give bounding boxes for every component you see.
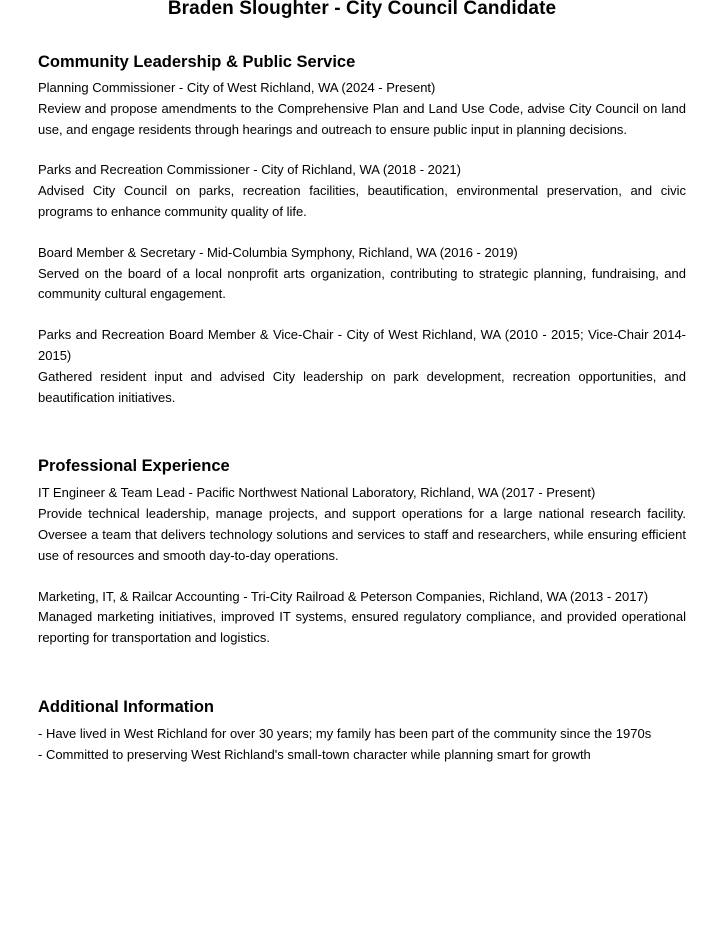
section-heading: Professional Experience	[38, 457, 230, 476]
entry-description: Gathered resident input and advised City leadership on park development, recreation opportunities, and beautification initiatives.	[38, 368, 686, 405]
entry-description: Review and propose amendments to the Comprehensive Plan and Land Use Code, advise City Council on land use, and engage residents through hearings and outreach to ensure public input in planning decisions.	[38, 100, 686, 137]
additional-information-section	[38, 696, 686, 766]
entry-title: Parks and Recreation Board Member & Vice-Chair - City of West Richland, WA (2010 - 2015; Vice-Chair 2014-2015)	[38, 327, 686, 363]
community-leadership-section	[38, 51, 686, 408]
community-entry	[38, 78, 686, 140]
entry-description: Served on the board of a local nonprofit arts organization, contributing to strategic planning, fundraising, and community cultural engagement.	[38, 265, 686, 302]
section-heading: Additional Information	[38, 697, 214, 716]
entry-description: Provide technical leadership, manage projects, and support operations for a large national research facility. Oversee a team that delivers technology solutions and services to staff and researchers, while ensuring efficient use of resources and smooth day-to-day operations.	[38, 506, 686, 563]
community-entry	[38, 243, 686, 305]
professional-entry	[38, 483, 686, 566]
professional-experience-section	[38, 455, 686, 649]
entry-title: Board Member & Secretary - Mid-Columbia Symphony, Richland, WA (2016 - 2019)	[38, 244, 518, 260]
document-title: Braden Sloughter - City Council Candidate	[167, 0, 557, 19]
entry-description: Advised City Council on parks, recreation facilities, beautification, environmental preservation, and civic programs to enhance community quality of life.	[38, 183, 686, 219]
entry-title: IT Engineer & Team Lead - Pacific Northwest National Laboratory, Richland, WA (2017 - Present)	[38, 485, 596, 501]
professional-entry	[38, 587, 686, 649]
entry-title: Parks and Recreation Commissioner - City of Richland, WA (2018 - 2021)	[38, 162, 461, 178]
entry-title: Marketing, IT, & Railcar Accounting - Tri-City Railroad & Peterson Companies, Richland, WA (2013 - 2017)	[38, 588, 649, 604]
entry-title: Planning Commissioner - City of West Richland, WA (2024 - Present)	[38, 80, 436, 95]
community-entry	[38, 160, 686, 222]
section-heading: Community Leadership & Public Service	[38, 53, 356, 71]
info-line: - Committed to preserving West Richland's small-town character while planning smart for growth	[38, 746, 591, 762]
info-line: - Have lived in West Richland for over 30 years; my family has been part of the community since the 1970s	[38, 725, 652, 741]
community-entry	[38, 325, 686, 408]
entry-description: Managed marketing initiatives, improved IT systems, ensured regulatory compliance, and provided operational reporting for transportation and logistics.	[38, 609, 686, 646]
resume-page	[38, 0, 686, 766]
